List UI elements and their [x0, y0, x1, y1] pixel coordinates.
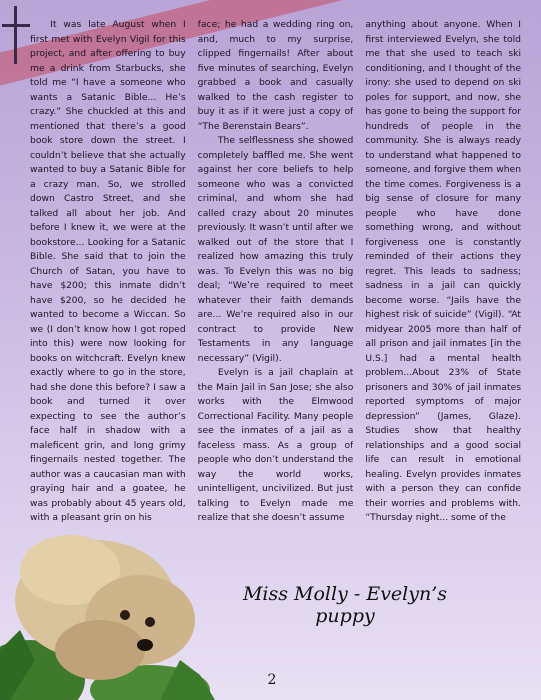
paragraph: It was late August when I first met with Evelyn Vigil for this project, and after offering to buy me a drink from Starbucks, she told me “I have a someone who wants a Satanic Bible... He’s crazy.” She chuckled at this and mentioned that there’s a good book store down the street. I couldn’t believe that she actually wanted to buy a Satanic Bible for a crazy man. So, we strolled down Castro Street, and she talked all about her job. And before I knew it, we were at the bookstore... Looking for a Satanic Bible. She said that to join the Church of Satan, you have to have $200; this inmate didn’t have $200, so he decided he wanted to become a Wiccan. So we (I don’t know how I got roped into this) were now looking for books on witchcraft. Evelyn knew exactly where to go in the store, had she done this before? I saw a book and turned it over expecting to see the author’s face half in shadow with a maleficent grin, and long grimy fingernails nested together. The author was a caucasian man with graying hair and a goatee, he was probably about 45 years old, with a pleasant grin on his [30, 19, 186, 523]
paragraph: The selflessness she showed completely baffled me. She went against her core beliefs to help someone who was a convicted criminal, and whom she had called crazy about 20 minutes previously. It wasn’t until after we walked out of the store that I realized how amazing this truly was. To Evelyn this was no big deal; “We’re required to meet whatever their faith demands are... We’re required also in our contract to provide New Testaments in any language necessary” (Vigil). [197, 135, 354, 364]
paragraph: face; he had a wedding ring on, and, much to my surprise, clipped fingernails! After about five minutes of searching, Evelyn grabbed a book and casually walked to the cash register to buy it as if it were just a copy of “The Berenstain Bears”. [197, 19, 354, 132]
article-body [30, 18, 521, 533]
paragraph: anything about anyone. When I first interviewed Evelyn, she told me that she used to teach ski conditioning, and I thought of the irony: she used to depend on ski poles for support, and now, she has gone to being the support for hundreds of people in the community. She is always ready to understand what happened to someone, and forgive them when the time comes. Forgiveness is a big sense of closure for many people who have done something wrong, and without forgiveness one is constantly reminded of their actions they regret. This leads to sadness; sadness in a jail can quickly become worse. “Jails have the highest risk of suicide” (Vigil). “At midyear 2005 more than half of all prison and jail inmates [in the U.S.] had a mental health problem...About 23% of State prisoners and 30% of jail inmates reported symptoms of major depression” (James, Glaze). Studies show that healthy relationships and a good social life can result in emotional healing. Evelyn provides inmates with a person they can confide their worries and problems with. “Thursday night... some of the [365, 19, 522, 523]
article-column-3 [365, 18, 521, 533]
article-column-2 [198, 18, 354, 533]
article-column-1 [30, 18, 186, 533]
page-number: 2 [267, 672, 277, 688]
photo-caption: Miss Molly - Evelyn’s puppy [242, 583, 448, 627]
puppy-photo [0, 530, 215, 700]
paragraph: Evelyn is a jail chaplain at the Main Jail in San Jose; she also works with the Elmwood Correctional Facility. Many people see the inmates of a jail as a faceless mass. As a group of people who don’t understand the way the world works, unintelligent, uncivilized. But just talking to Evelyn made me realize that she doesn’t assume [197, 367, 354, 523]
